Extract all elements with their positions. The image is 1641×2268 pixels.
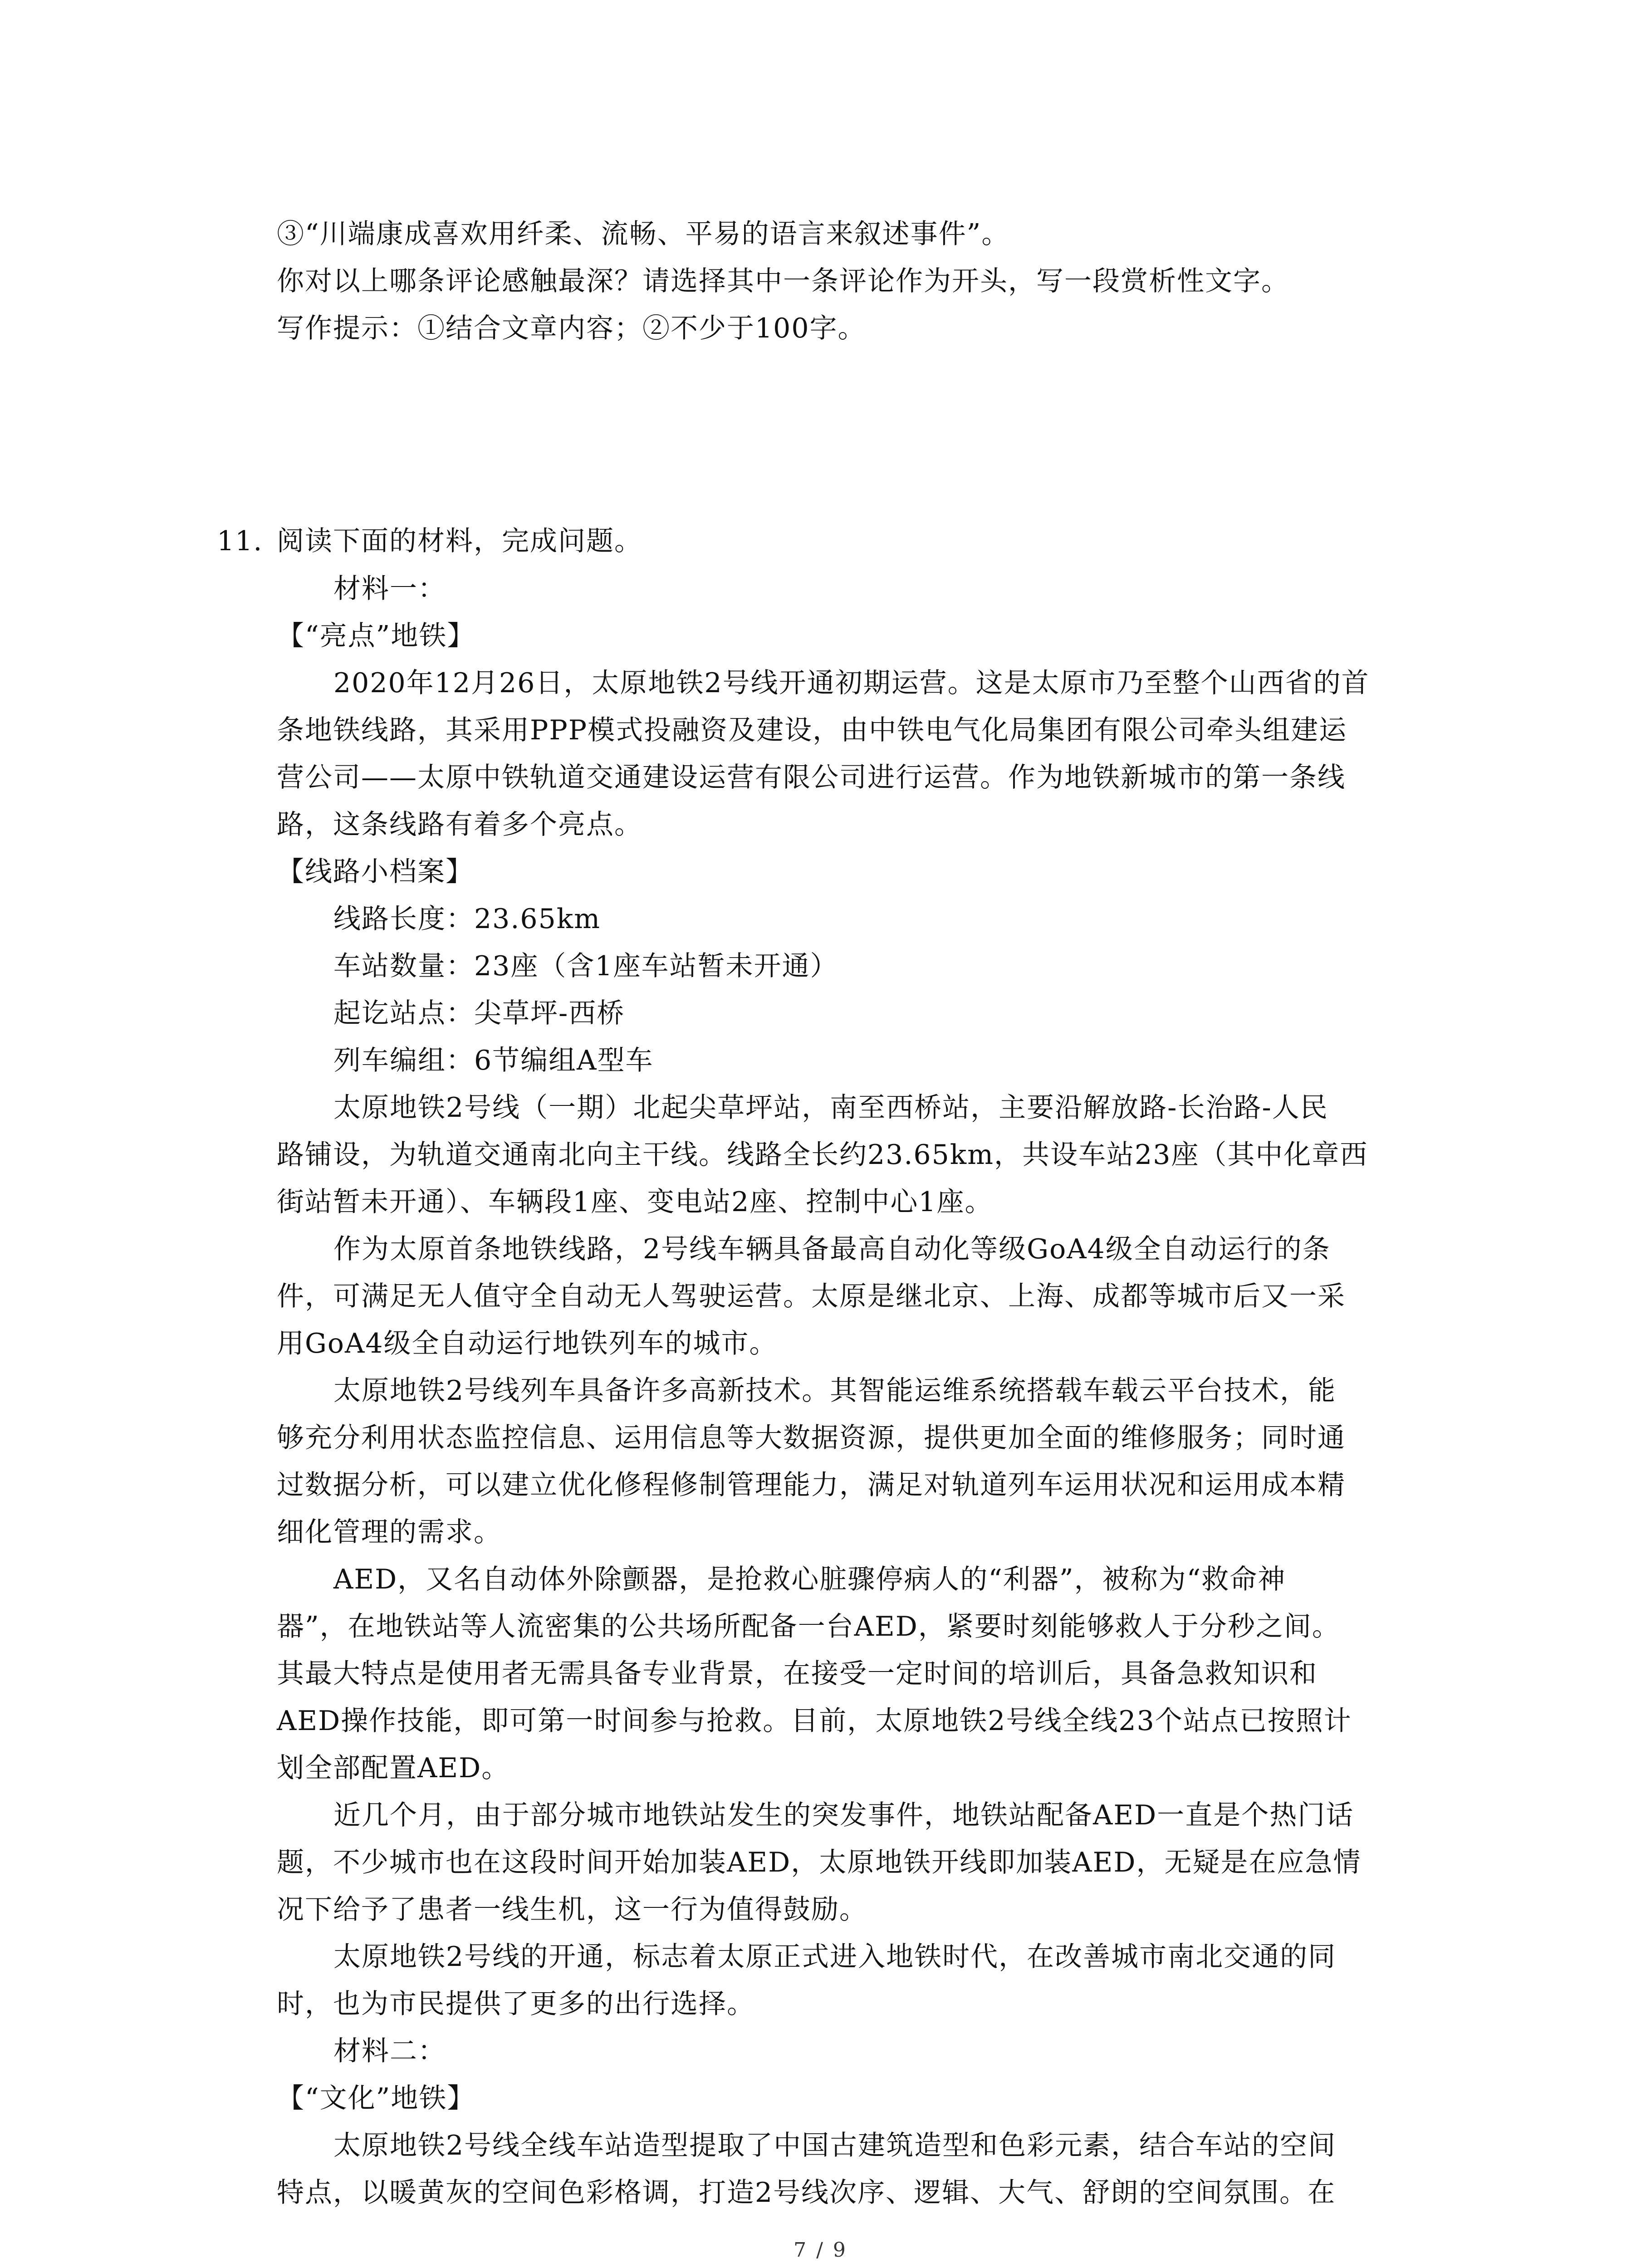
- heading-highlight-metro: 【“亮点”地铁】: [277, 620, 475, 652]
- paragraph-line: 路，这条线路有着多个亮点。: [277, 809, 642, 841]
- paragraph-line: 太原地铁2号线（一期）北起尖草坪站，南至西桥站，主要沿解放路-长治路-人民: [333, 1092, 1328, 1124]
- paragraph-line: 太原地铁2号线列车具备许多高新技术。其智能运维系统搭载车载云平台技术，能: [333, 1375, 1337, 1407]
- paragraph-line: 营公司——太原中铁轨道交通建设运营有限公司进行运营。作为地铁新城市的第一条线: [277, 762, 1346, 793]
- heading-line-profile: 【线路小档案】: [277, 856, 474, 888]
- paragraph-line: 时，也为市民提供了更多的出行选择。: [277, 1988, 755, 2020]
- paragraph-line: 用GoA4级全自动运行地铁列车的城市。: [277, 1328, 778, 1359]
- paragraph-line: 够充分利用状态监控信息、运用信息等大数据资源，提供更加全面的维修服务；同时通: [277, 1422, 1346, 1454]
- paragraph-line: 条地铁线路，其采用PPP模式投融资及建设，由中铁电气化局集团有限公司牵头组建运: [277, 714, 1347, 746]
- paragraph-line: 作为太原首条地铁线路，2号线车辆具备最高自动化等级GoA4级全自动运行的条: [333, 1233, 1331, 1265]
- paragraph-line: AED，又名自动体外除颤器，是抢救心脏骤停病人的“利器”，被称为“救命神: [333, 1564, 1286, 1595]
- paragraph-line: 近几个月，由于部分城市地铁站发生的突发事件，地铁站配备AED一直是个热门话: [333, 1799, 1354, 1831]
- paragraph-line: 过数据分析，可以建立优化修程修制管理能力，满足对轨道列车运用状况和运用成本精: [277, 1469, 1346, 1501]
- paragraph-line: 细化管理的需求。: [277, 1516, 502, 1548]
- paragraph-line: 太原地铁2号线的开通，标志着太原正式进入地铁时代，在改善城市南北交通的同: [333, 1941, 1337, 1973]
- paragraph-line: 题，不少城市也在这段时间开始加装AED，太原地铁开线即加装AED，无疑是在应急情: [277, 1847, 1362, 1878]
- paragraph-line: 2020年12月26日，太原地铁2号线开通初期运营。这是太原市乃至整个山西省的首: [333, 667, 1370, 699]
- question-number: 11.: [217, 525, 263, 557]
- question-instruction: 阅读下面的材料，完成问题。: [277, 525, 642, 557]
- material-2-label: 材料二：: [333, 2035, 446, 2067]
- paragraph-line: 太原地铁2号线全线车站造型提取了中国古建筑造型和色彩元素，结合车站的空间: [333, 2130, 1337, 2161]
- profile-item: 起讫站点：尖草坪-西桥: [333, 997, 625, 1029]
- paragraph-line: 其最大特点是使用者无需具备专业背景，在接受一定时间的培训后，具备急救知识和: [277, 1658, 1318, 1690]
- paragraph-line: 划全部配置AED。: [277, 1752, 510, 1784]
- paragraph-line: 街站暂未开通）、车辆段1座、变电站2座、控制中心1座。: [277, 1186, 993, 1218]
- writing-prompt: 你对以上哪条评论感触最深？请选择其中一条评论作为开头，写一段赏析性文字。: [277, 265, 1289, 297]
- profile-item: 列车编组：6节编组A型车: [333, 1045, 654, 1076]
- paragraph-line: 器”，在地铁站等人流密集的公共场所配备一台AED，紧要时刻能够救人于分秒之间。: [277, 1611, 1340, 1642]
- paragraph-line: AED操作技能，即可第一时间参与抢救。目前，太原地铁2号线全线23个站点已按照计: [277, 1705, 1352, 1737]
- paragraph-line: 件，可满足无人值守全自动无人驾驶运营。太原是继北京、上海、成都等城市后又一采: [277, 1281, 1346, 1312]
- material-1-label: 材料一：: [333, 573, 446, 605]
- comment-3: ③“川端康成喜欢用纤柔、流畅、平易的语言来叙述事件”。: [277, 218, 1010, 250]
- paragraph-line: 特点，以暖黄灰的空间色彩格调，打造2号线次序、逻辑、大气、舒朗的空间氛围。在: [277, 2177, 1336, 2209]
- page-number: 7 / 9: [794, 2239, 847, 2262]
- profile-item: 车站数量：23座（含1座车站暂未开通）: [333, 950, 838, 982]
- paragraph-line: 况下给予了患者一线生机，这一行为值得鼓励。: [277, 1894, 867, 1926]
- heading-culture-metro: 【“文化”地铁】: [277, 2082, 475, 2114]
- profile-item: 线路长度：23.65km: [333, 903, 601, 935]
- writing-tips: 写作提示：①结合文章内容；②不少于100字。: [277, 313, 866, 344]
- paragraph-line: 路铺设，为轨道交通南北向主干线。线路全长约23.65km，共设车站23座（其中化章西: [277, 1139, 1368, 1171]
